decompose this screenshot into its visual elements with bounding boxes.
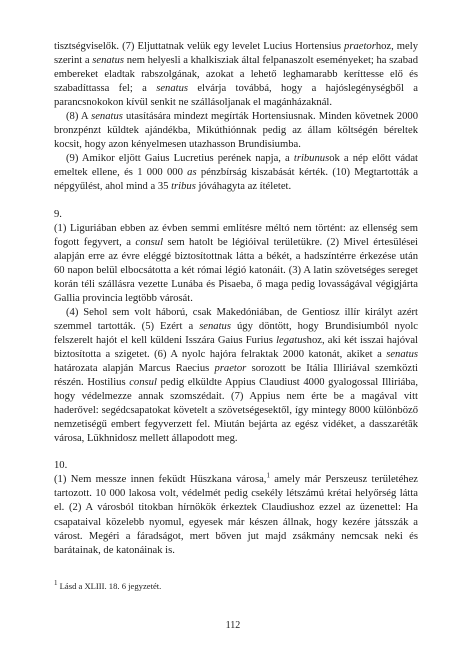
paragraph-1: tisztségviselők. (7) Eljuttatnak velük egy levelet Lucius Hortensius praetorhoz, mely szerint a senatus nem helyesli a khalkisziak által felpanaszolt eseményeket; ha szabad embereket eladtak rabszolgának, azokat a lehető leghamarabb keríttesse elő és szabadíttassa fel; a senatus elvárja továbbá, hogy a hajóslegénységből a parancsnokokon kívül senkit ne szállásoljanak el magánházaknál.	[54, 41, 418, 109]
paragraph-3: (9) Amikor eljött Gaius Lucretius perének napja, a tribunusok a nép előtt vádat emeltek ellene, és 1 000 000 as pénzbírság kiszabását kérték. (10) Megtartották a népgyűlést, ahol mind a 35 tribus jóváhagyta az ítéletet.	[54, 153, 418, 193]
page-number: 112	[225, 620, 241, 631]
paragraph-4: (1) Liguriában ebben az évben semmi említésre méltó nem történt: az ellenség sem fogott fegyvert, a consul sem hatolt be légióival területükre. (2) Mivel értesülései alapján erre az évre eléggé biztosítottnak látta a békét, a hadszíntérre érkezése után 60 napon belül elbocsátotta a két római légió katonáit. (3) A latin szövetséges sereget korán téli szállásra vezette Lunába és Pisaeba, ő maga pedig lovasságával végigjárta Gallia provincia legtöbb városát.	[54, 222, 418, 304]
page-body	[54, 40, 418, 558]
section-number-10: 10.	[54, 460, 68, 472]
footnote-marker: 1	[54, 579, 58, 588]
paragraph-2: (8) A senatus utasítására mindezt megírták Hortensiusnak. Minden követnek 2000 bronzpénzt küldtek ajándékba, Mikúthiónnak pedig az állam költségén béreltek kocsit, hogy azon kényelmesen utazhasson Brundisiumba.	[54, 111, 418, 151]
paragraph-5: (4) Sehol sem volt háború, csak Makedóniában, de Gentiosz illír királyt azért szemmel tartották. (5) Ezért a senatus úgy döntött, hogy Brundisiumból nyolc felszerelt hajót el kell küldeni Isszára Gaius Furius legatushoz, aki két isszai hajóval biztosította a szigetet. (6) A nyolc hajóra felraktak 2000 katonát, akiket a senatus határozata alapján Marcus Raecius praetor sorozott be Itália Illiriával szemközti részén. Hostilius consul pedig elküldte Appius Claudiust 4000 gyalogossal Illiriába, hogy védelmezze annak szomszédait. (7) Appius nem érte be a magával vitt haderővel: segédcsapatokat követelt a szövetségesektől, így mintegy 8000 különböző nemzetiségű embert fegyverzett fel. Miután bejárta az egész vidéket, a dasszarétâk városa, Lükhnidosz mellett állapodott meg.	[54, 306, 419, 445]
footnote-text: Lásd a XLIII. 18. 6 jegyzetét.	[59, 581, 162, 591]
paragraph-6: (1) Nem messze innen feküdt Hüszkana városa,$^1$ amely már Perszeusz területéhez tartozott. 10 000 lakosa volt, védelmét pedig csekély létszámú krétai helyőrség látta el. (2) A városból titokban hírnökök érkeztek Claudiushoz ezzel az üzenettel: Ha csapataival közelebb nyomul, egyesek már készen állnak, hogy kezére játsszák a várost. Megéri a fáradságot, mert bőven jut majd zsákmány nemcsak neki és barátainak, de katonáinak is.	[54, 471, 419, 556]
footnote	[54, 581, 418, 591]
section-number-9: 9.	[54, 208, 62, 220]
